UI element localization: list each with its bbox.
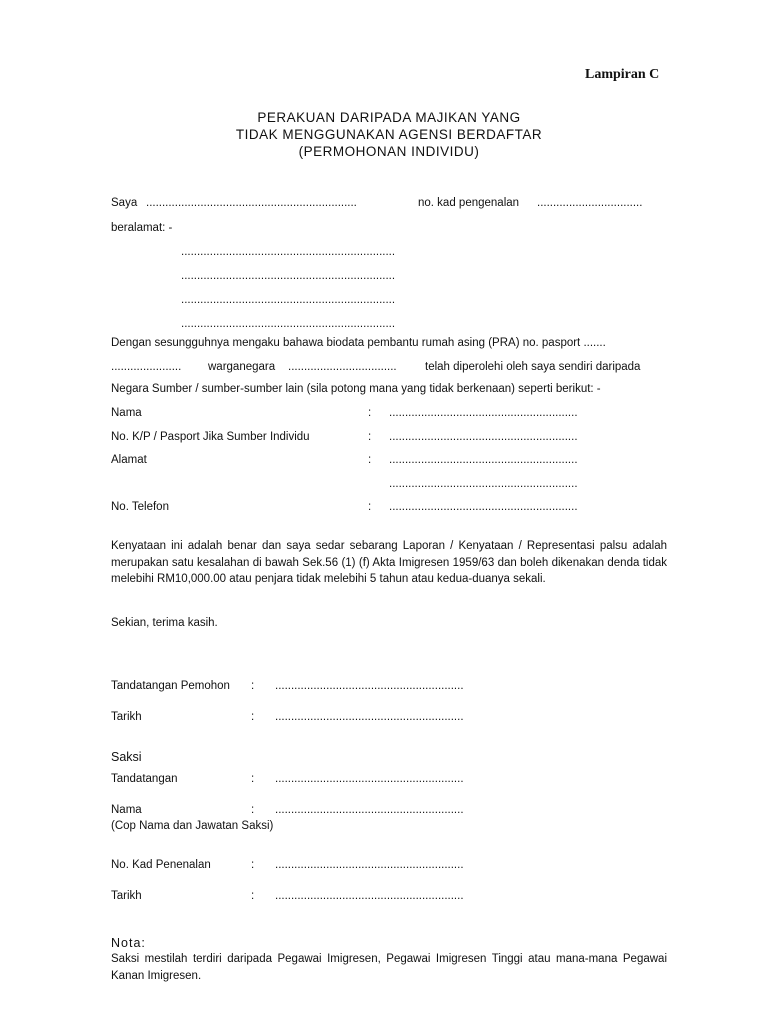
saksi-tandatangan-blank: ........................................................... <box>275 773 464 785</box>
document-title-line-1: PERAKUAN DARIPADA MAJIKAN YANG <box>257 110 521 125</box>
nota-heading: Nota: <box>111 936 146 950</box>
source-telefon-colon: : <box>368 501 372 513</box>
kad-pengenalan-blank: ................................. <box>537 197 643 209</box>
saksi-nama-blank: ........................................................... <box>275 804 464 816</box>
source-kp-blank: ........................................................... <box>389 431 578 443</box>
source-alamat-blank-1: ........................................................... <box>389 454 578 466</box>
saksi-kad-blank: ........................................................... <box>275 859 464 871</box>
tarikh-pemohon-label: Tarikh <box>111 711 142 723</box>
saksi-tandatangan-colon: : <box>251 773 255 785</box>
source-alamat-blank-2: ........................................................... <box>389 478 578 490</box>
saksi-kad-label: No. Kad Penenalan <box>111 859 211 871</box>
warganegara-blank: .................................. <box>288 361 397 373</box>
source-telefon-blank: ........................................................... <box>389 501 578 513</box>
saksi-nama-label: Nama <box>111 804 142 816</box>
source-telefon-label: No. Telefon <box>111 501 169 513</box>
declaration-line-2-rest: telah diperolehi oleh saya sendiri daripada <box>425 361 641 373</box>
source-alamat-colon: : <box>368 454 372 466</box>
address-line-2: ................................................................... <box>181 270 396 282</box>
saksi-tandatangan-label: Tandatangan <box>111 773 178 785</box>
saya-label: Saya <box>111 197 138 209</box>
saksi-tarikh-colon: : <box>251 890 255 902</box>
source-kp-colon: : <box>368 431 372 443</box>
document-title-line-2: TIDAK MENGGUNAKAN AGENSI BERDAFTAR <box>235 127 543 142</box>
address-line-1: ................................................................... <box>181 246 396 258</box>
cop-note: (Cop Nama dan Jawatan Saksi) <box>111 820 274 832</box>
saksi-tarikh-label: Tarikh <box>111 890 142 902</box>
saksi-nama-colon: : <box>251 804 255 816</box>
document-title-line-3: (PERMOHONAN INDIVIDU) <box>298 144 480 159</box>
declaration-line-3: Negara Sumber / sumber-sumber lain (sila potong mana yang tidak berkenaan) seperti berikut: - <box>111 383 601 395</box>
saksi-tarikh-blank: ........................................................... <box>275 890 464 902</box>
kad-pengenalan-label: no. kad pengenalan <box>418 197 520 209</box>
address-line-3: ................................................................... <box>181 294 396 306</box>
tandatangan-pemohon-colon: : <box>251 680 255 692</box>
lampiran-label: Lampiran C <box>585 67 660 82</box>
declaration-line-2-dots: ...................... <box>111 361 182 373</box>
address-line-4: ................................................................... <box>181 318 396 330</box>
saksi-heading: Saksi <box>111 750 142 764</box>
statement-paragraph: Kenyataan ini adalah benar dan saya sedar sebarang Laporan / Kenyataan / Representasi palsu adalah merupakan satu kesalahan di bawah Sek.56 (1) (f) Akta Imigresen 1959/63 dan boleh dikenakan denda tidak melebihi RM10,000.00 atau penjara tidak melebihi 5 tahun atau kedua-duanya sekali. <box>111 540 667 585</box>
source-kp-label: No. K/P / Pasport Jika Sumber Individu <box>111 431 310 443</box>
tarikh-pemohon-colon: : <box>251 711 255 723</box>
saksi-kad-colon: : <box>251 859 255 871</box>
nota-text: Saksi mestilah terdiri daripada Pegawai Imigresen, Pegawai Imigresen Tinggi atau mana-mana Pegawai Kanan Imigresen. <box>111 953 667 982</box>
source-nama-blank: ........................................................... <box>389 407 578 419</box>
declaration-line-1: Dengan sesungguhnya mengaku bahawa biodata pembantu rumah asing (PRA) no. pasport ....... <box>111 337 606 349</box>
source-nama-colon: : <box>368 407 372 419</box>
saya-name-blank: .................................................................. <box>146 197 357 209</box>
tarikh-pemohon-blank: ........................................................... <box>275 711 464 723</box>
closing-text: Sekian, terima kasih. <box>111 617 218 629</box>
source-nama-label: Nama <box>111 407 142 419</box>
tandatangan-pemohon-label: Tandatangan Pemohon <box>111 680 230 692</box>
tandatangan-pemohon-blank: ........................................................... <box>275 680 464 692</box>
source-alamat-label: Alamat <box>111 454 147 466</box>
warganegara-label: warganegara <box>208 361 276 373</box>
beralamat-label: beralamat: - <box>111 222 173 234</box>
